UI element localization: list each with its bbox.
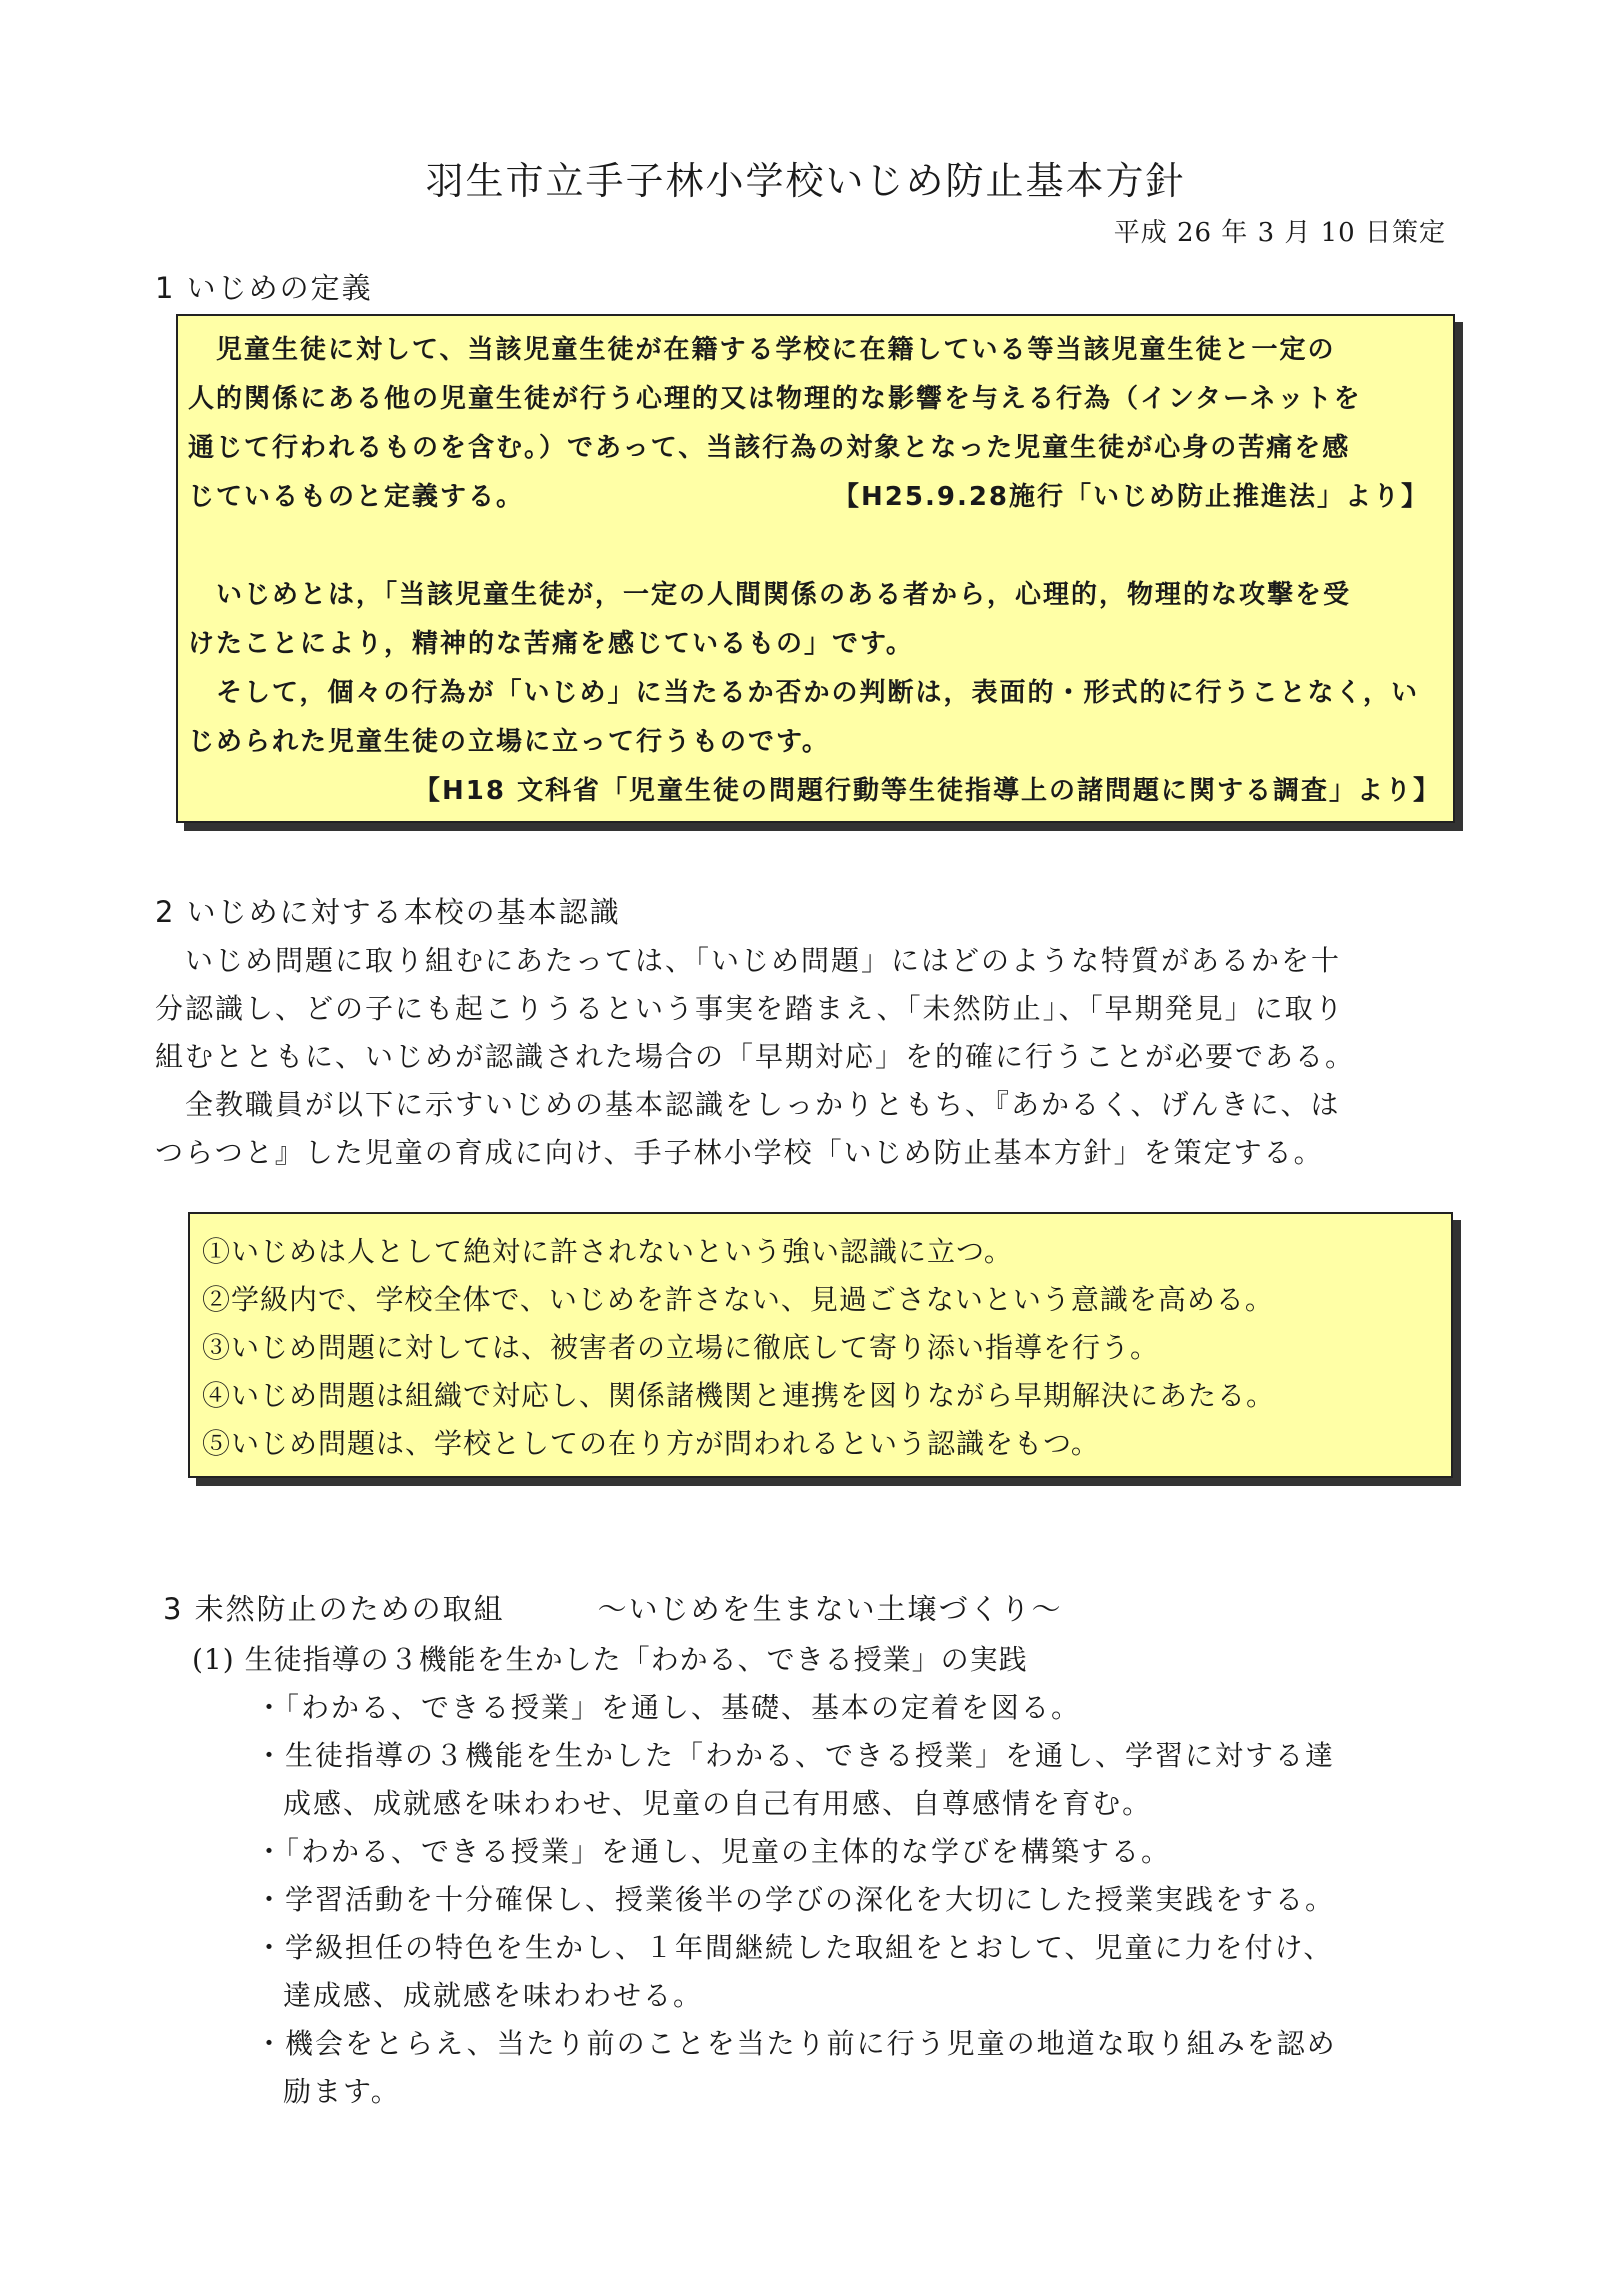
bullet-item: ・生徒指導の３機能を生かした「わかる、できる授業」を通し、学習に対する達 — [255, 1739, 1336, 1772]
definition-source-2: 【H18 文科省「児童生徒の問題行動等生徒指導上の諸問題に関する調査」より】 — [414, 776, 1441, 806]
definition-line: 通じて行われるものを含む。）であって、当該行為の対象となった児童生徒が心身の苦痛を感 — [188, 433, 1351, 463]
definition-line: いじめとは，「当該児童生徒が，一定の人間関係のある者から，心理的，物理的な攻撃を受 — [188, 580, 1352, 610]
principles-box — [188, 1212, 1453, 1478]
section3-heading: 3 未然防止のための取組 ～いじめを生まない土壌づくり～ — [163, 1592, 1063, 1626]
bullet-item: ・「わかる、できる授業」を通し、基礎、基本の定着を図る。 — [255, 1691, 1082, 1724]
definition-box — [176, 314, 1455, 823]
bullet-item-continued: 励ます。 — [283, 2075, 401, 2108]
document-title: 羽生市立手子林小学校いじめ防止基本方針 — [425, 159, 1186, 203]
definition-line: じめられた児童生徒の立場に立って行うものです。 — [188, 727, 830, 757]
definition-line: 児童生徒に対して、当該児童生徒が在籍する学校に在籍している等当該児童生徒と一定の — [188, 335, 1336, 365]
definition-source-1: 【H25.9.28施行「いじめ防止推進法」より】 — [833, 482, 1429, 512]
bullet-item-continued: 成感、成就感を味わわせ、児童の自己有用感、自尊感情を育む。 — [283, 1787, 1153, 1820]
principle-item: ①いじめは人として絶対に許されないという強い認識に立つ。 — [202, 1235, 1013, 1268]
definition-line: けたことにより，精神的な苦痛を感じているもの」です。 — [188, 629, 914, 659]
definition-line: そして，個々の行為が「いじめ」に当たるか否かの判断は，表面的・形式的に行うことなく，い — [188, 678, 1419, 708]
bullet-item-continued: 達成感、成就感を味わわせる。 — [283, 1979, 704, 2012]
principle-item: ③いじめ問題に対しては、被害者の立場に徹底して寄り添い指導を行う。 — [202, 1331, 1160, 1364]
paragraph-line: 全教職員が以下に示すいじめの基本認識をしっかりともち、『あかるく、げんきに、は — [155, 1088, 1341, 1121]
section2-paragraph — [155, 937, 1455, 1177]
practice-bullets — [255, 1684, 1465, 2116]
subsection-1-heading: (1) 生徒指導の３機能を生かした「わかる、できる授業」の実践 — [192, 1643, 1028, 1676]
section1-heading: 1 いじめの定義 — [155, 271, 373, 305]
bullet-item: ・学習活動を十分確保し、授業後半の学びの深化を大切にした授業実践をする。 — [255, 1883, 1336, 1916]
paragraph-line: 組むとともに、いじめが認識された場合の「早期対応」を的確に行うことが必要である。 — [155, 1040, 1356, 1073]
principle-item: ④いじめ問題は組織で対応し、関係諸機関と連携を図りながら早期解決にあたる。 — [202, 1379, 1276, 1412]
paragraph-line: いじめ問題に取り組むにあたっては、「いじめ問題」にはどのような特質があるかを十 — [155, 944, 1342, 977]
bullet-item: ・学級担任の特色を生かし、１年間継続した取組をとおして、児童に力を付け、 — [255, 1931, 1334, 1964]
principle-item: ②学級内で、学校全体で、いじめを許さない、見過ごさないという意識を高める。 — [202, 1283, 1274, 1316]
paragraph-line: 分認識し、どの子にも起こりうるという事実を踏まえ、「未然防止」、「早期発見」に取り — [155, 992, 1345, 1025]
established-date: 平成 26 年 3 月 10 日策定 — [1113, 218, 1446, 248]
definition-line: じているものと定義する。 【H25.9.28施行「いじめ防止推進法」より】 — [188, 473, 1441, 522]
paragraph-line: つらつと』した児童の育成に向け、手子林小学校「いじめ防止基本方針」を策定する。 — [155, 1136, 1324, 1169]
principle-item: ⑤いじめ問題は、学校としての在り方が問われるという認識をもつ。 — [202, 1427, 1100, 1460]
bullet-item: ・機会をとらえ、当たり前のことを当たり前に行う児童の地道な取り組みを認め — [255, 2027, 1337, 2060]
section2-heading: 2 いじめに対する本校の基本認識 — [155, 895, 621, 929]
definition-line: 人的関係にある他の児童生徒が行う心理的又は物理的な影響を与える行為（インターネットを — [188, 384, 1362, 414]
bullet-item: ・「わかる、できる授業」を通し、児童の主体的な学びを構築する。 — [255, 1835, 1172, 1868]
